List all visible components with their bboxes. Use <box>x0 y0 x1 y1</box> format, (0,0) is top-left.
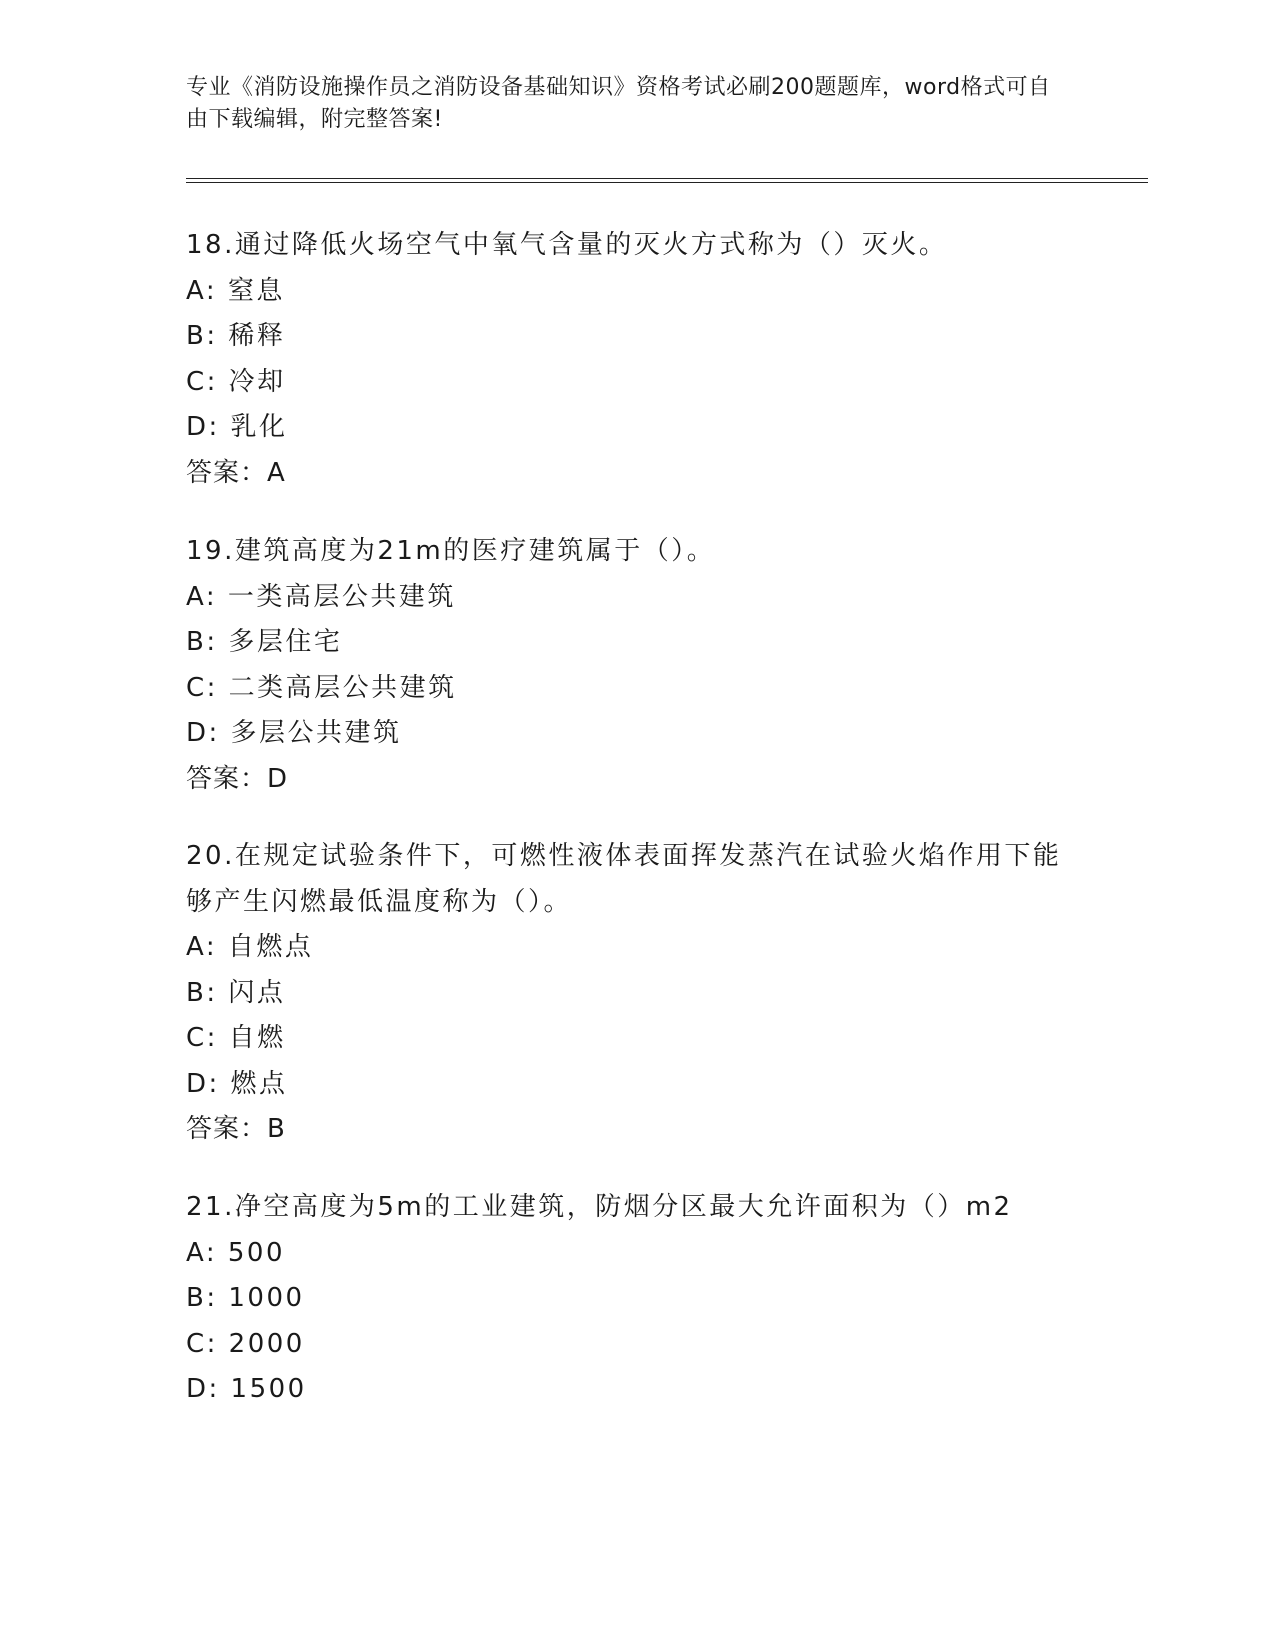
option-b: B: 闪点 <box>186 977 286 1008</box>
option-b: B: 多层住宅 <box>186 627 343 657</box>
question-18 <box>186 223 1086 496</box>
option-c: C: 2000 <box>186 1328 305 1359</box>
answer-label: 答案：A <box>186 457 286 488</box>
answer-label: 答案：B <box>186 1114 286 1144</box>
answer-label: 答案：D <box>186 763 289 794</box>
question-20 <box>186 834 1086 1153</box>
option-c: C: 自燃 <box>186 1023 286 1053</box>
question-stem: 20.在规定试验条件下，可燃性液体表面挥发蒸汽在试验火焰作用下能够产生闪燃最低温度称为（）。 <box>186 841 1062 917</box>
option-d: D: 乳化 <box>186 412 288 442</box>
header-divider <box>186 178 1148 183</box>
question-21 <box>186 1185 1086 1413</box>
question-stem: 21.净空高度为5m的工业建筑，防烟分区最大允许面积为（）m2 <box>186 1192 1013 1222</box>
option-d: D: 1500 <box>186 1374 307 1404</box>
question-19 <box>186 529 1086 802</box>
option-b: B: 1000 <box>186 1283 305 1313</box>
option-c: C: 二类高层公共建筑 <box>186 672 457 703</box>
question-stem: 19.建筑高度为21m的医疗建筑属于（）。 <box>186 536 716 566</box>
option-d: D: 多层公共建筑 <box>186 718 402 748</box>
question-stem: 18.通过降低火场空气中氧气含量的灭火方式称为（）灭火。 <box>186 230 948 260</box>
option-a: A: 一类高层公共建筑 <box>186 581 456 612</box>
option-a: A: 窒息 <box>186 275 285 306</box>
option-d: D: 燃点 <box>186 1068 288 1099</box>
document-header: 专业《消防设施操作员之消防设备基础知识》资格考试必刷200题题库，word格式可自由下载编辑，附完整答案! <box>186 75 1051 132</box>
option-b: B: 稀释 <box>186 321 286 351</box>
option-a: A: 自燃点 <box>186 932 314 962</box>
option-c: C: 冷却 <box>186 366 286 397</box>
option-a: A: 500 <box>186 1237 285 1268</box>
